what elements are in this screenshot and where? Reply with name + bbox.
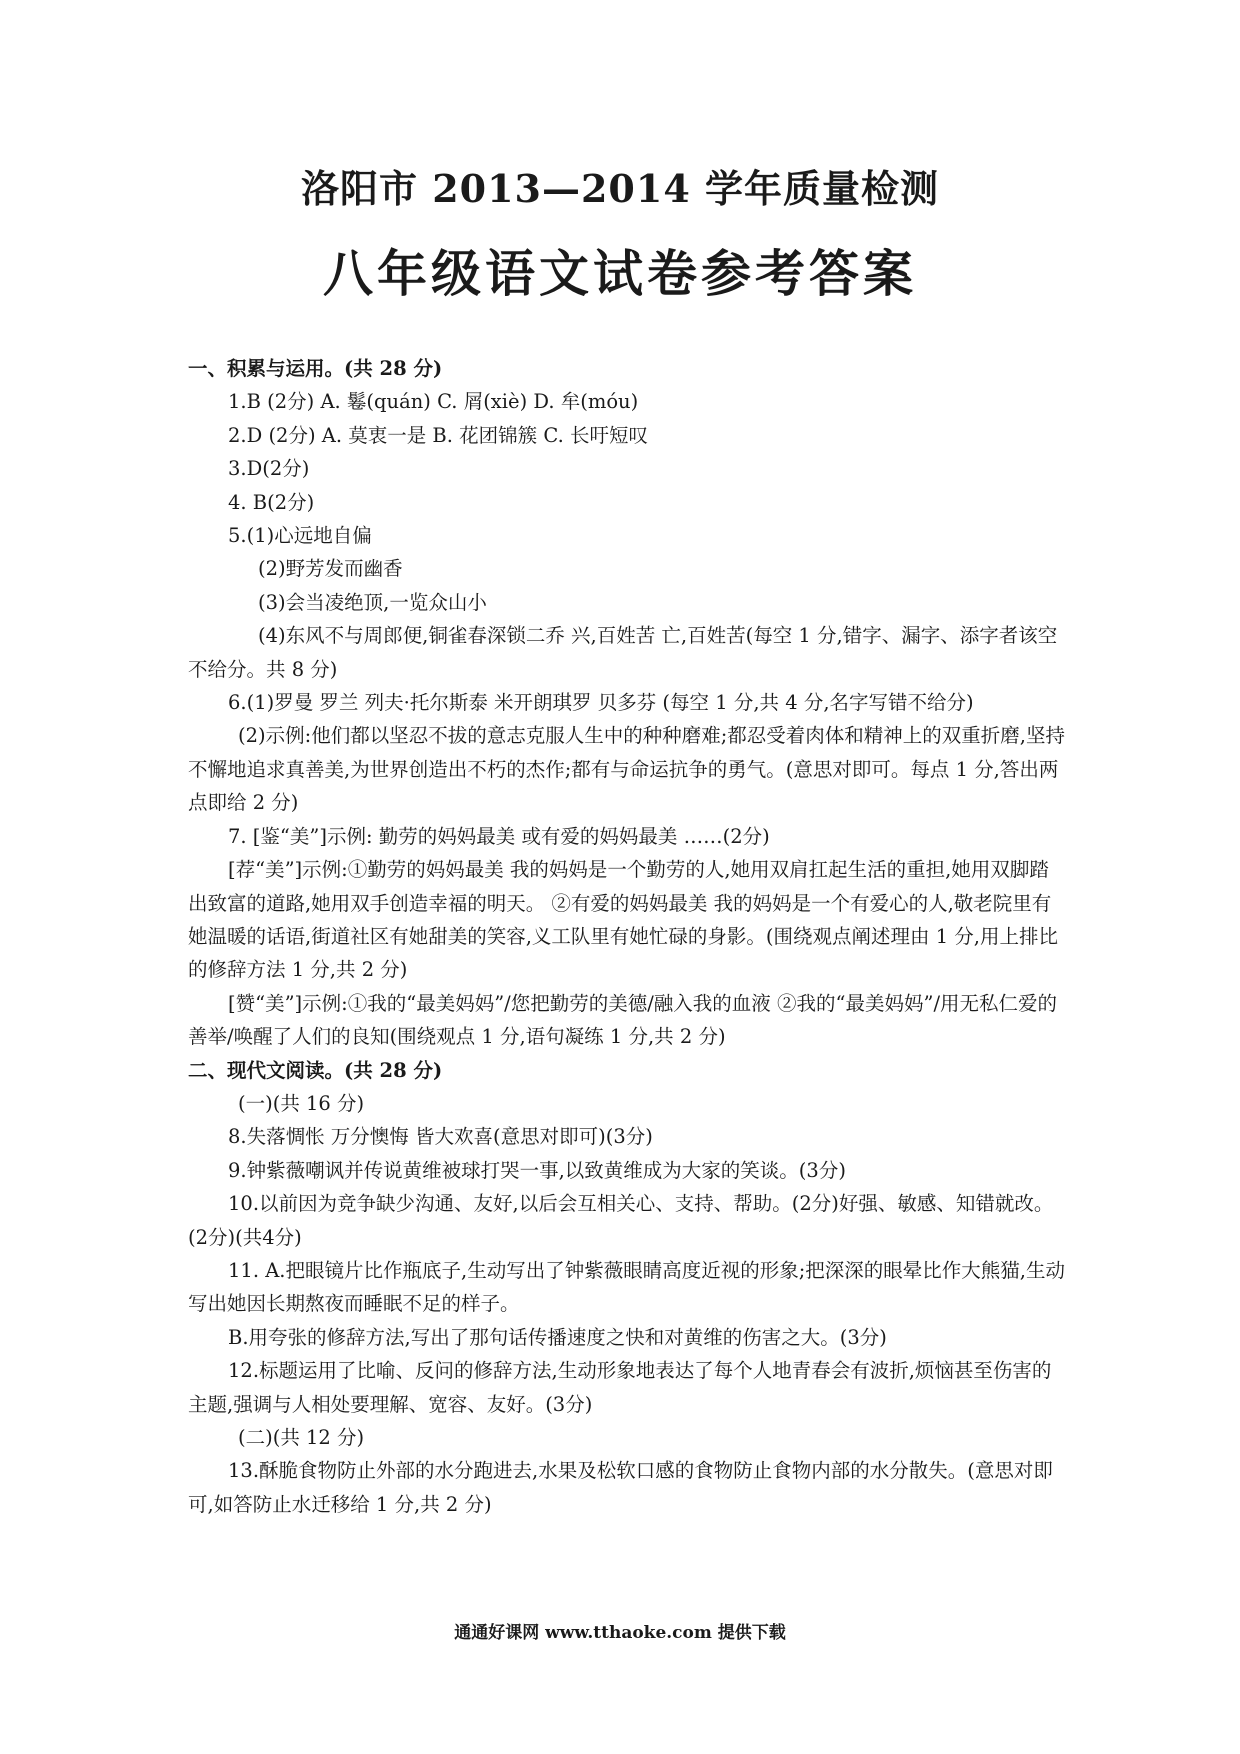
footer-credit: 通通好课网 www.tthaoke.com 提供下载 bbox=[454, 1623, 786, 1643]
answer-line: 11. A.把眼镜片比作瓶底子,生动写出了钟紫薇眼睛高度近视的形象;把深深的眼晕比作大熊猫,生动写出她因长期熬夜而睡眠不足的样子。 bbox=[188, 1258, 1065, 1316]
answer-body bbox=[188, 352, 1068, 1521]
answer-line: 1.B (2分) A. 鬈(quán) C. 屑(xiè) D. 牟(móu) bbox=[228, 390, 639, 414]
answer-line: 10.以前因为竞争缺少沟通、友好,以后会互相关心、支持、帮助。(2分)好强、敏感、知错就改。(2分)(共4分) bbox=[188, 1192, 1054, 1249]
answer-line: (二)(共 12 分) bbox=[238, 1426, 365, 1449]
answer-line: 7. [鉴“美”]示例: 勤劳的妈妈最美 或有爱的妈妈最美 ……(2分) bbox=[228, 824, 770, 848]
answer-line: (3)会当凌绝顶,一览众山小 bbox=[258, 590, 487, 614]
answer-line: 3.D(2分) bbox=[228, 457, 310, 481]
answer-line: 4. B(2分) bbox=[228, 490, 315, 514]
exam-title: 洛阳市 2013—2014 学年质量检测 bbox=[301, 166, 939, 211]
answer-line: [荐“美”]示例:①勤劳的妈妈最美 我的妈妈是一个勤劳的人,她用双肩扛起生活的重担,她用双脚踏出致富的道路,她用双手创造幸福的明天。 ②有爱的妈妈最美 我的妈妈是一个有爱心的人,敬老院里有她温暖的话语,街道社区有她甜美的笑容,义工队里有她忙碌的身影。(围绕观点阐述理由 1 分,用上排比的修辞方法 1 分,共 2 分) bbox=[188, 858, 1059, 982]
answer-line: 13.酥脆食物防止外部的水分跑进去,水果及松软口感的食物防止食物内部的水分散失。(意思对即可,如答防止水迁移给 1 分,共 2 分) bbox=[188, 1459, 1053, 1516]
answer-line: 9.钟紫薇嘲讽并传说黄维被球打哭一事,以致黄维成为大家的笑谈。(3分) bbox=[228, 1158, 846, 1182]
answer-line: 8.失落惆怅 万分懊悔 皆大欢喜(意思对即可)(3分) bbox=[228, 1125, 653, 1149]
answer-line: [赞“美”]示例:①我的“最美妈妈”/您把勤劳的美德/融入我的血液 ②我的“最美妈妈”/用无私仁爱的善举/唤醒了人们的良知(围绕观点 1 分,语句凝练 1 分,共 2 分) bbox=[188, 991, 1058, 1049]
answer-line: 一、积累与运用。(共 28 分) bbox=[188, 357, 443, 380]
answer-line: (2)示例:他们都以坚忍不拔的意志克服人生中的种种磨难;都忍受着肉体和精神上的双重折磨,坚持不懈地追求真善美,为世界创造出不朽的杰作;都有与命运抗争的勇气。(意思对即可。每点 1 分,答出两点即给 2 分) bbox=[188, 724, 1065, 815]
answer-line: 6.(1)罗曼 罗兰 列夫·托尔斯泰 米开朗琪罗 贝多芬 (每空 1 分,共 4 分,名字写错不给分) bbox=[228, 691, 974, 715]
answer-line: 12.标题运用了比喻、反问的修辞方法,生动形象地表达了每个人地青春会有波折,烦恼甚至伤害的主题,强调与人相处要理解、宽容、友好。(3分) bbox=[188, 1359, 1052, 1416]
answer-line: (一)(共 16 分) bbox=[238, 1091, 365, 1115]
answer-line: 二、现代文阅读。(共 28 分) bbox=[188, 1058, 443, 1082]
answer-line: B.用夸张的修辞方法,写出了那句话传播速度之快和对黄维的伤害之大。(3分) bbox=[228, 1325, 887, 1349]
answer-key-title: 八年级语文试卷参考答案 bbox=[323, 244, 917, 303]
answer-line: 2.D (2分) A. 莫衷一是 B. 花团锦簇 C. 长吁短叹 bbox=[228, 423, 648, 447]
answer-line: 5.(1)心远地自偏 bbox=[228, 524, 372, 548]
answer-line: (2)野芳发而幽香 bbox=[258, 557, 403, 581]
answer-line: (4)东风不与周郎便,铜雀春深锁二乔 兴,百姓苦 亡,百姓苦(每空 1 分,错字、漏字、添字者该空不给分。共 8 分) bbox=[188, 624, 1058, 681]
